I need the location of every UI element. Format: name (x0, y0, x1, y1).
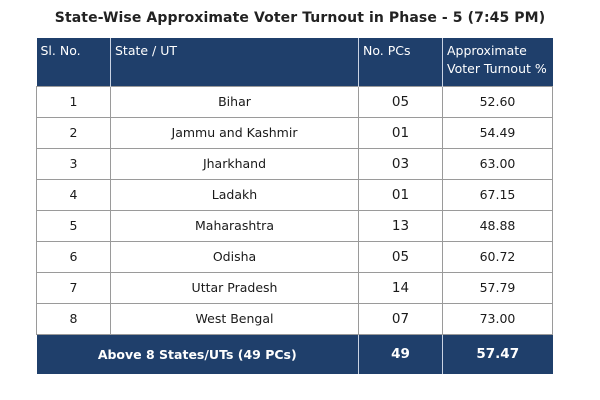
cell-pcs: 07 (359, 303, 443, 334)
turnout-table (36, 38, 553, 374)
cell-state: Ladakh (111, 179, 359, 210)
cell-state: Odisha (111, 241, 359, 272)
cell-state: Jharkhand (111, 148, 359, 179)
cell-sl-no: 6 (37, 241, 111, 272)
total-turnout: 57.47 (443, 334, 553, 374)
table-row (37, 241, 553, 272)
cell-pcs: 03 (359, 148, 443, 179)
cell-pcs: 14 (359, 272, 443, 303)
cell-state: Uttar Pradesh (111, 272, 359, 303)
header-pcs: No. PCs (359, 38, 443, 86)
table-header-row (37, 38, 553, 86)
cell-sl-no: 3 (37, 148, 111, 179)
cell-sl-no: 5 (37, 210, 111, 241)
total-label: Above 8 States/UTs (49 PCs) (37, 334, 359, 374)
header-turnout-line1: Approximate (447, 43, 527, 58)
cell-turnout: 60.72 (443, 241, 553, 272)
total-row (37, 334, 553, 374)
cell-turnout: 48.88 (443, 210, 553, 241)
cell-turnout: 57.79 (443, 272, 553, 303)
table-row (37, 179, 553, 210)
table-row (37, 210, 553, 241)
cell-pcs: 01 (359, 179, 443, 210)
header-sl-no: Sl. No. (37, 38, 111, 86)
cell-sl-no: 1 (37, 86, 111, 117)
cell-turnout: 73.00 (443, 303, 553, 334)
cell-state: West Bengal (111, 303, 359, 334)
cell-sl-no: 2 (37, 117, 111, 148)
cell-pcs: 05 (359, 86, 443, 117)
table-row (37, 272, 553, 303)
table-row (37, 148, 553, 179)
cell-sl-no: 4 (37, 179, 111, 210)
header-turnout-line2: Voter Turnout % (447, 61, 547, 76)
cell-turnout: 63.00 (443, 148, 553, 179)
total-pcs: 49 (359, 334, 443, 374)
cell-turnout: 54.49 (443, 117, 553, 148)
cell-pcs: 05 (359, 241, 443, 272)
cell-state: Jammu and Kashmir (111, 117, 359, 148)
cell-pcs: 13 (359, 210, 443, 241)
cell-turnout: 67.15 (443, 179, 553, 210)
cell-pcs: 01 (359, 117, 443, 148)
cell-sl-no: 7 (37, 272, 111, 303)
header-turnout (443, 38, 553, 86)
table-row (37, 117, 553, 148)
table-row (37, 86, 553, 117)
page-title: State-Wise Approximate Voter Turnout in Phase - 5 (7:45 PM) (54, 10, 546, 26)
table-row (37, 303, 553, 334)
header-state: State / UT (111, 38, 359, 86)
cell-state: Maharashtra (111, 210, 359, 241)
cell-sl-no: 8 (37, 303, 111, 334)
cell-turnout: 52.60 (443, 86, 553, 117)
cell-state: Bihar (111, 86, 359, 117)
